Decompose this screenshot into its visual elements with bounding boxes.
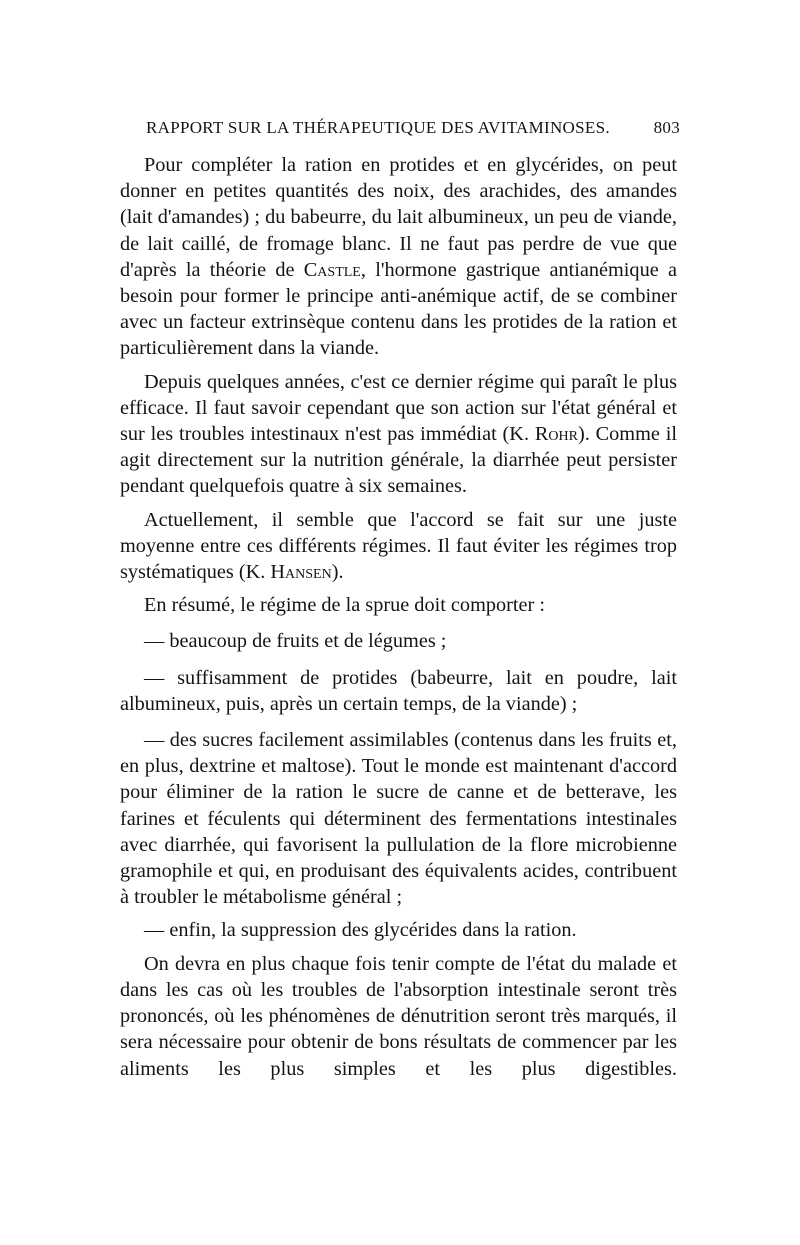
paragraph-text: Depuis quelques années, c'est ce dernier régime qui paraît le plus efficace. Il faut savoir cependant que son action sur l'état général et sur les troubles intestinaux n'est pas immédiat (K.	[120, 370, 677, 446]
paragraph-text: Pour compléter la ration en protides et en glycérides, on peut donner en petites quantités des noix, des arachides, des amandes (lait d'amandes) ; du babeurre, du lait albumineux, un peu de viande, de lait caillé, de fromage blanc. Il ne faut pas perdre de vue que d'après la théorie de	[120, 154, 677, 281]
paragraph-text: , l'hormone gastrique antianémique a besoin pour former le principe anti-anémique actif, de se combiner avec un facteur extrinsèque contenu dans les protides de la ration et particulièrement dans la viande.	[120, 258, 677, 360]
page-number: 803	[653, 118, 680, 137]
body-text	[120, 152, 677, 1089]
running-header	[146, 117, 680, 139]
paragraph-patient-condition: On devra en plus chaque fois tenir compte de l'état du malade et dans les cas où les troubles de l'absorption intestinale seront très prononcés, où les phénomènes de dénutrition seront très marqués, il sera nécessaire pour obtenir de bons résultats de commencer par les aliments les plus simples et les plus digestibles.	[120, 952, 677, 1080]
paragraph-current-consensus	[120, 507, 677, 586]
paragraph-protides-glycerides	[120, 152, 677, 362]
paragraph-text: ).	[331, 561, 344, 584]
list-item-fruits-vegetables: — beaucoup de fruits et de légumes ;	[144, 630, 447, 653]
author-name-hansen: Hansen	[270, 561, 332, 584]
paragraph-recent-regime	[120, 369, 677, 500]
author-name-castle: Castle	[303, 258, 361, 281]
paragraph-text: ). Comme il agit directement sur la nutrition générale, la diarrhée peut persister pendant quelquefois quatre à six semaines.	[120, 423, 677, 498]
list-item-glycerides: — enfin, la suppression des glycérides dans la ration.	[144, 919, 577, 942]
paragraph-summary-intro: En résumé, le régime de la sprue doit comporter :	[144, 594, 545, 617]
running-title: RAPPORT SUR LA THÉRAPEUTIQUE DES AVITAMINOSES.	[146, 118, 610, 137]
author-name-rohr: Rohr	[534, 423, 578, 446]
list-item-protides: — suffisamment de protides (babeurre, lait en poudre, lait albumineux, puis, après un certain temps, de la viande) ;	[120, 666, 677, 715]
list-item-sugars: — des sucres facilement assimilables (contenus dans les fruits et, en plus, dextrine et maltose). Tout le monde est maintenant d'accord pour éliminer de la ration le sucre de canne et de betterave, les farines et féculents qui déterminent des fermentations intestinales avec diarrhée, qui favorisent la pullulation de la flore microbienne gramophile et qui, en produisant des équivalents acides, contribuent à troubler le métabolisme général ;	[120, 729, 677, 909]
paragraph-text: Actuellement, il semble que l'accord se fait sur une juste moyenne entre ces différents régimes. Il faut éviter les régimes trop systématiques (K.	[120, 508, 677, 584]
